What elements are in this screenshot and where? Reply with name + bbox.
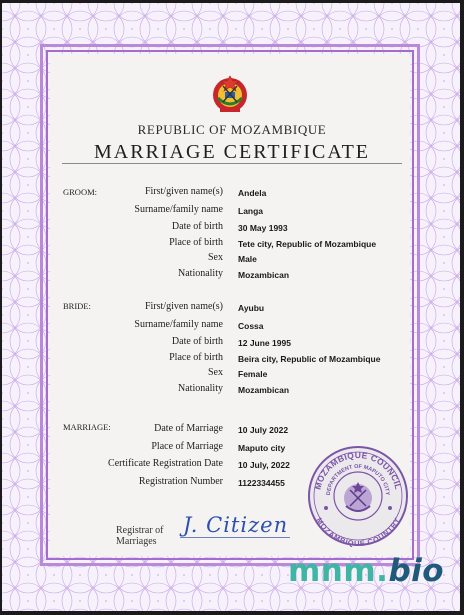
bride-sex-label: Sex — [208, 367, 223, 378]
groom-birthplace-label: Place of birth — [169, 237, 223, 248]
groom-dob-value: 30 May 1993 — [238, 223, 288, 233]
groom-surname-label: Surname/family name — [134, 204, 223, 215]
seal-bottom-text: MOZAMBIQUE COUNTRY — [314, 516, 402, 548]
country-heading: REPUBLIC OF MOZAMBIQUE — [137, 122, 327, 137]
watermark-part2: bio — [388, 553, 445, 589]
bride-surname-value: Cossa — [238, 321, 264, 331]
registration-number-label: Registration Number — [138, 476, 223, 487]
groom-section-label: GROOM: — [63, 187, 98, 197]
groom-first-name-value: Andela — [238, 188, 267, 198]
bride-dob-value: 12 June 1995 — [238, 338, 291, 348]
groom-nationality-label: Nationality — [178, 268, 223, 279]
watermark-logo — [288, 553, 444, 589]
groom-sex-label: Sex — [208, 252, 223, 263]
registrar-label — [116, 525, 164, 547]
bride-first-name-label: First/given name(s) — [144, 301, 223, 312]
certificate-title: MARRIAGE CERTIFICATE — [93, 141, 371, 163]
seal-middle-text: DEPARTMENT OF MAPUTO CITY — [325, 463, 391, 496]
registrar-label-line2: Marriages — [116, 536, 157, 547]
official-seal-stamp — [306, 444, 410, 548]
groom-birthplace-value: Tete city, Republic of Mozambique — [238, 239, 377, 249]
registrar-signature: J. Citizen — [183, 513, 289, 537]
bride-sex-value: Female — [238, 369, 268, 379]
marriage-section-label: MARRIAGE: — [63, 422, 111, 432]
bride-dob-label: Date of birth — [171, 336, 223, 347]
groom-sex-value: Male — [238, 254, 257, 264]
watermark-part1: mnm. — [288, 553, 389, 589]
registration-date-label: Certificate Registration Date — [108, 458, 223, 469]
bride-surname-label: Surname/family name — [134, 319, 223, 330]
groom-surname-value: Langa — [238, 206, 264, 216]
registrar-label-line1: Registrar of — [116, 525, 164, 536]
marriage-place-value: Maputo city — [238, 443, 286, 453]
mozambique-emblem-icon — [207, 70, 253, 116]
marriage-place-label: Place of Marriage — [151, 441, 223, 452]
groom-nationality-value: Mozambican — [238, 270, 290, 280]
bride-section-label: BRIDE: — [63, 301, 91, 311]
title-divider — [62, 163, 402, 164]
bride-first-name-value: Ayubu — [238, 303, 265, 313]
registration-number-value: 1122334455 — [238, 478, 285, 488]
marriage-date-value: 10 July 2022 — [238, 425, 289, 435]
bride-nationality-value: Mozambican — [238, 385, 290, 395]
groom-dob-label: Date of birth — [171, 221, 223, 232]
seal-top-text: MOZAMBIQUE COUNCIL — [312, 449, 404, 491]
marriage-date-label: Date of Marriage — [154, 423, 223, 434]
bride-nationality-label: Nationality — [178, 383, 223, 394]
bride-birthplace-label: Place of birth — [169, 352, 223, 363]
registration-date-value: 10 July, 2022 — [238, 460, 290, 470]
groom-first-name-label: First/given name(s) — [144, 186, 223, 197]
bride-birthplace-value: Beira city, Republic of Mozambique — [238, 354, 381, 364]
signature-line — [180, 537, 290, 538]
